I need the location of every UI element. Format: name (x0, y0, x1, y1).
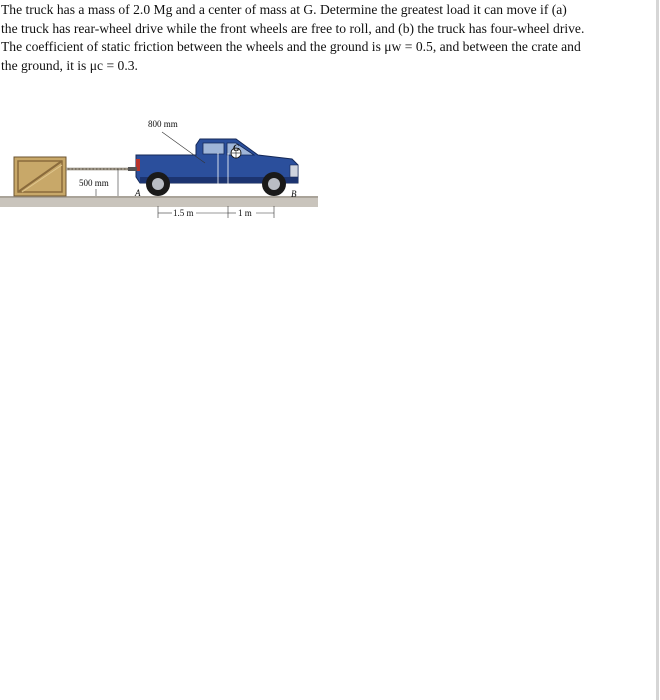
problem-line-4: the ground, it is μc = 0.3. (1, 57, 138, 73)
problem-line-1: The truck has a mass of 2.0 Mg and a center of mass at G. Determine the greatest load it can move if (a) (1, 2, 567, 17)
problem-statement (1, 1, 651, 75)
dim-front-label: 1 m (238, 208, 252, 218)
dim-rear-label: 1.5 m (173, 208, 194, 218)
crate (14, 157, 66, 196)
problem-line-2: the truck has rear-wheel drive while the front wheels are free to roll, and (b) the truck has four-wheel drive. (1, 20, 585, 36)
truck-diagram (0, 105, 330, 235)
label-a: A (135, 188, 141, 198)
label-g: G (233, 143, 240, 153)
front-wheel (262, 172, 286, 196)
page-edge (656, 0, 659, 700)
problem-line-3: The coefficient of static friction between the wheels and the ground is μw = 0.5, and between the crate and (1, 39, 581, 54)
rear-wheel (146, 172, 170, 196)
dim-crate-label: 500 mm (79, 178, 109, 188)
label-b: B (291, 189, 297, 199)
truck-figure (0, 105, 330, 235)
dim-top-label: 800 mm (148, 119, 178, 129)
bottom-dimensions (158, 206, 274, 218)
